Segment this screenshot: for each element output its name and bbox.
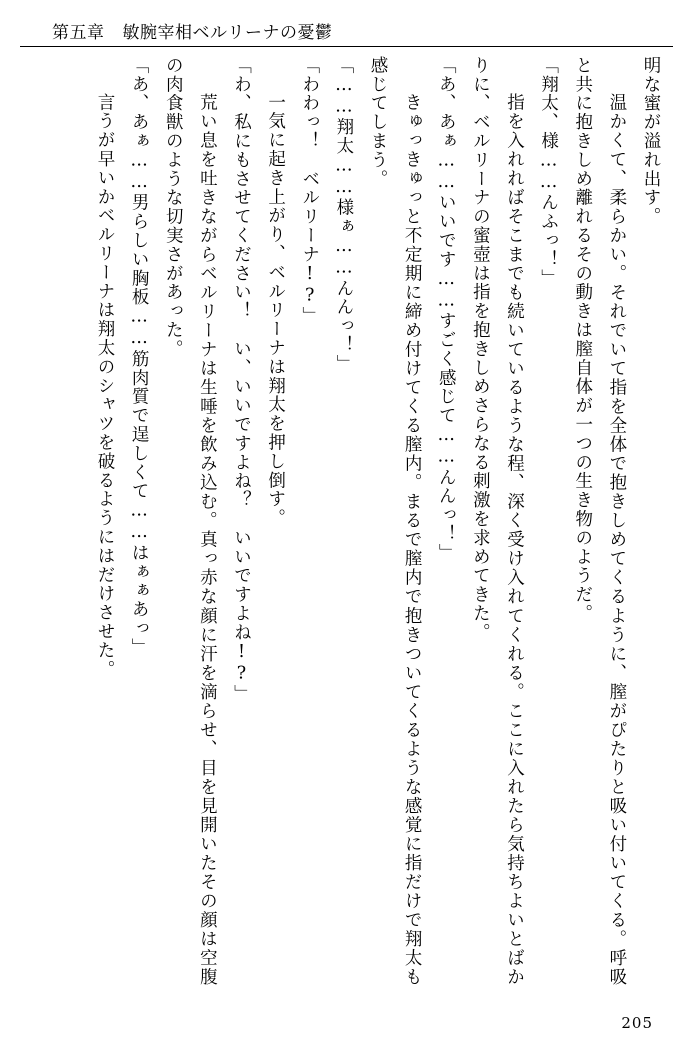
paragraph: 「あ、あぁ……男らしい胸板……筋肉質で逞しくて……はぁぁあっ」 xyxy=(129,56,150,657)
paragraph: きゅっきゅっと不定期に締め付けてくる膣内。まるで膣内で抱きついてくるような感覚に指だけで翔太も感じてしまう。 xyxy=(368,56,423,986)
chapter-title: 敏腕宰相ベルリーナの憂鬱 xyxy=(122,23,333,43)
paragraph: 言うが早いかベルリーナは翔太のシャツを破るようにはだけさせた。 xyxy=(95,73,115,679)
chapter-number: 第五章 xyxy=(52,23,105,43)
paragraph: 明な蜜が溢れ出す。 xyxy=(641,56,661,227)
header-divider xyxy=(20,46,673,47)
paragraph: 指を入れればそこまでも続いているような程、深く受け入れてくれる。ここに入れたら気持ちよいとばかりに、ベルリーナの蜜壺は指を抱きしめさらなる刺激を求めてきた。 xyxy=(470,56,525,986)
body-text xyxy=(28,56,668,986)
paragraph: 「わわっ！ ベルリーナ!?」 xyxy=(299,56,320,326)
paragraph: 温かくて、柔らかい。それでいて指を全体で抱きしめてくるように、膣がぴたりと吸い付いてくる。呼吸と共に抱きしめ離れるその動きは膣自体が一つの生き物のようだ。 xyxy=(572,56,627,986)
paragraph: 「わ、私にもさせてください！ い、いいですよね？ いいですよね!?」 xyxy=(231,56,252,704)
paragraph: 荒い息を吐きながらベルリーナは生唾を飲み込む。真っ赤な顔に汗を滴らせ、目を見開いたその顔は空腹の肉食獣のような切実さがあった。 xyxy=(163,56,218,986)
paragraph: 一気に起き上がり、ベルリーナは翔太を押し倒す。 xyxy=(265,73,286,528)
page-header xyxy=(52,18,642,43)
paragraph: 「……翔太……様ぁ……んんっ！」 xyxy=(333,56,354,374)
paragraph: 「あ、あぁ……いいです……すごく感じて……んんっ！」 xyxy=(436,56,457,563)
paragraph: 「翔太、様……んふっ！」 xyxy=(538,56,559,288)
page-number: 205 xyxy=(621,1014,653,1032)
